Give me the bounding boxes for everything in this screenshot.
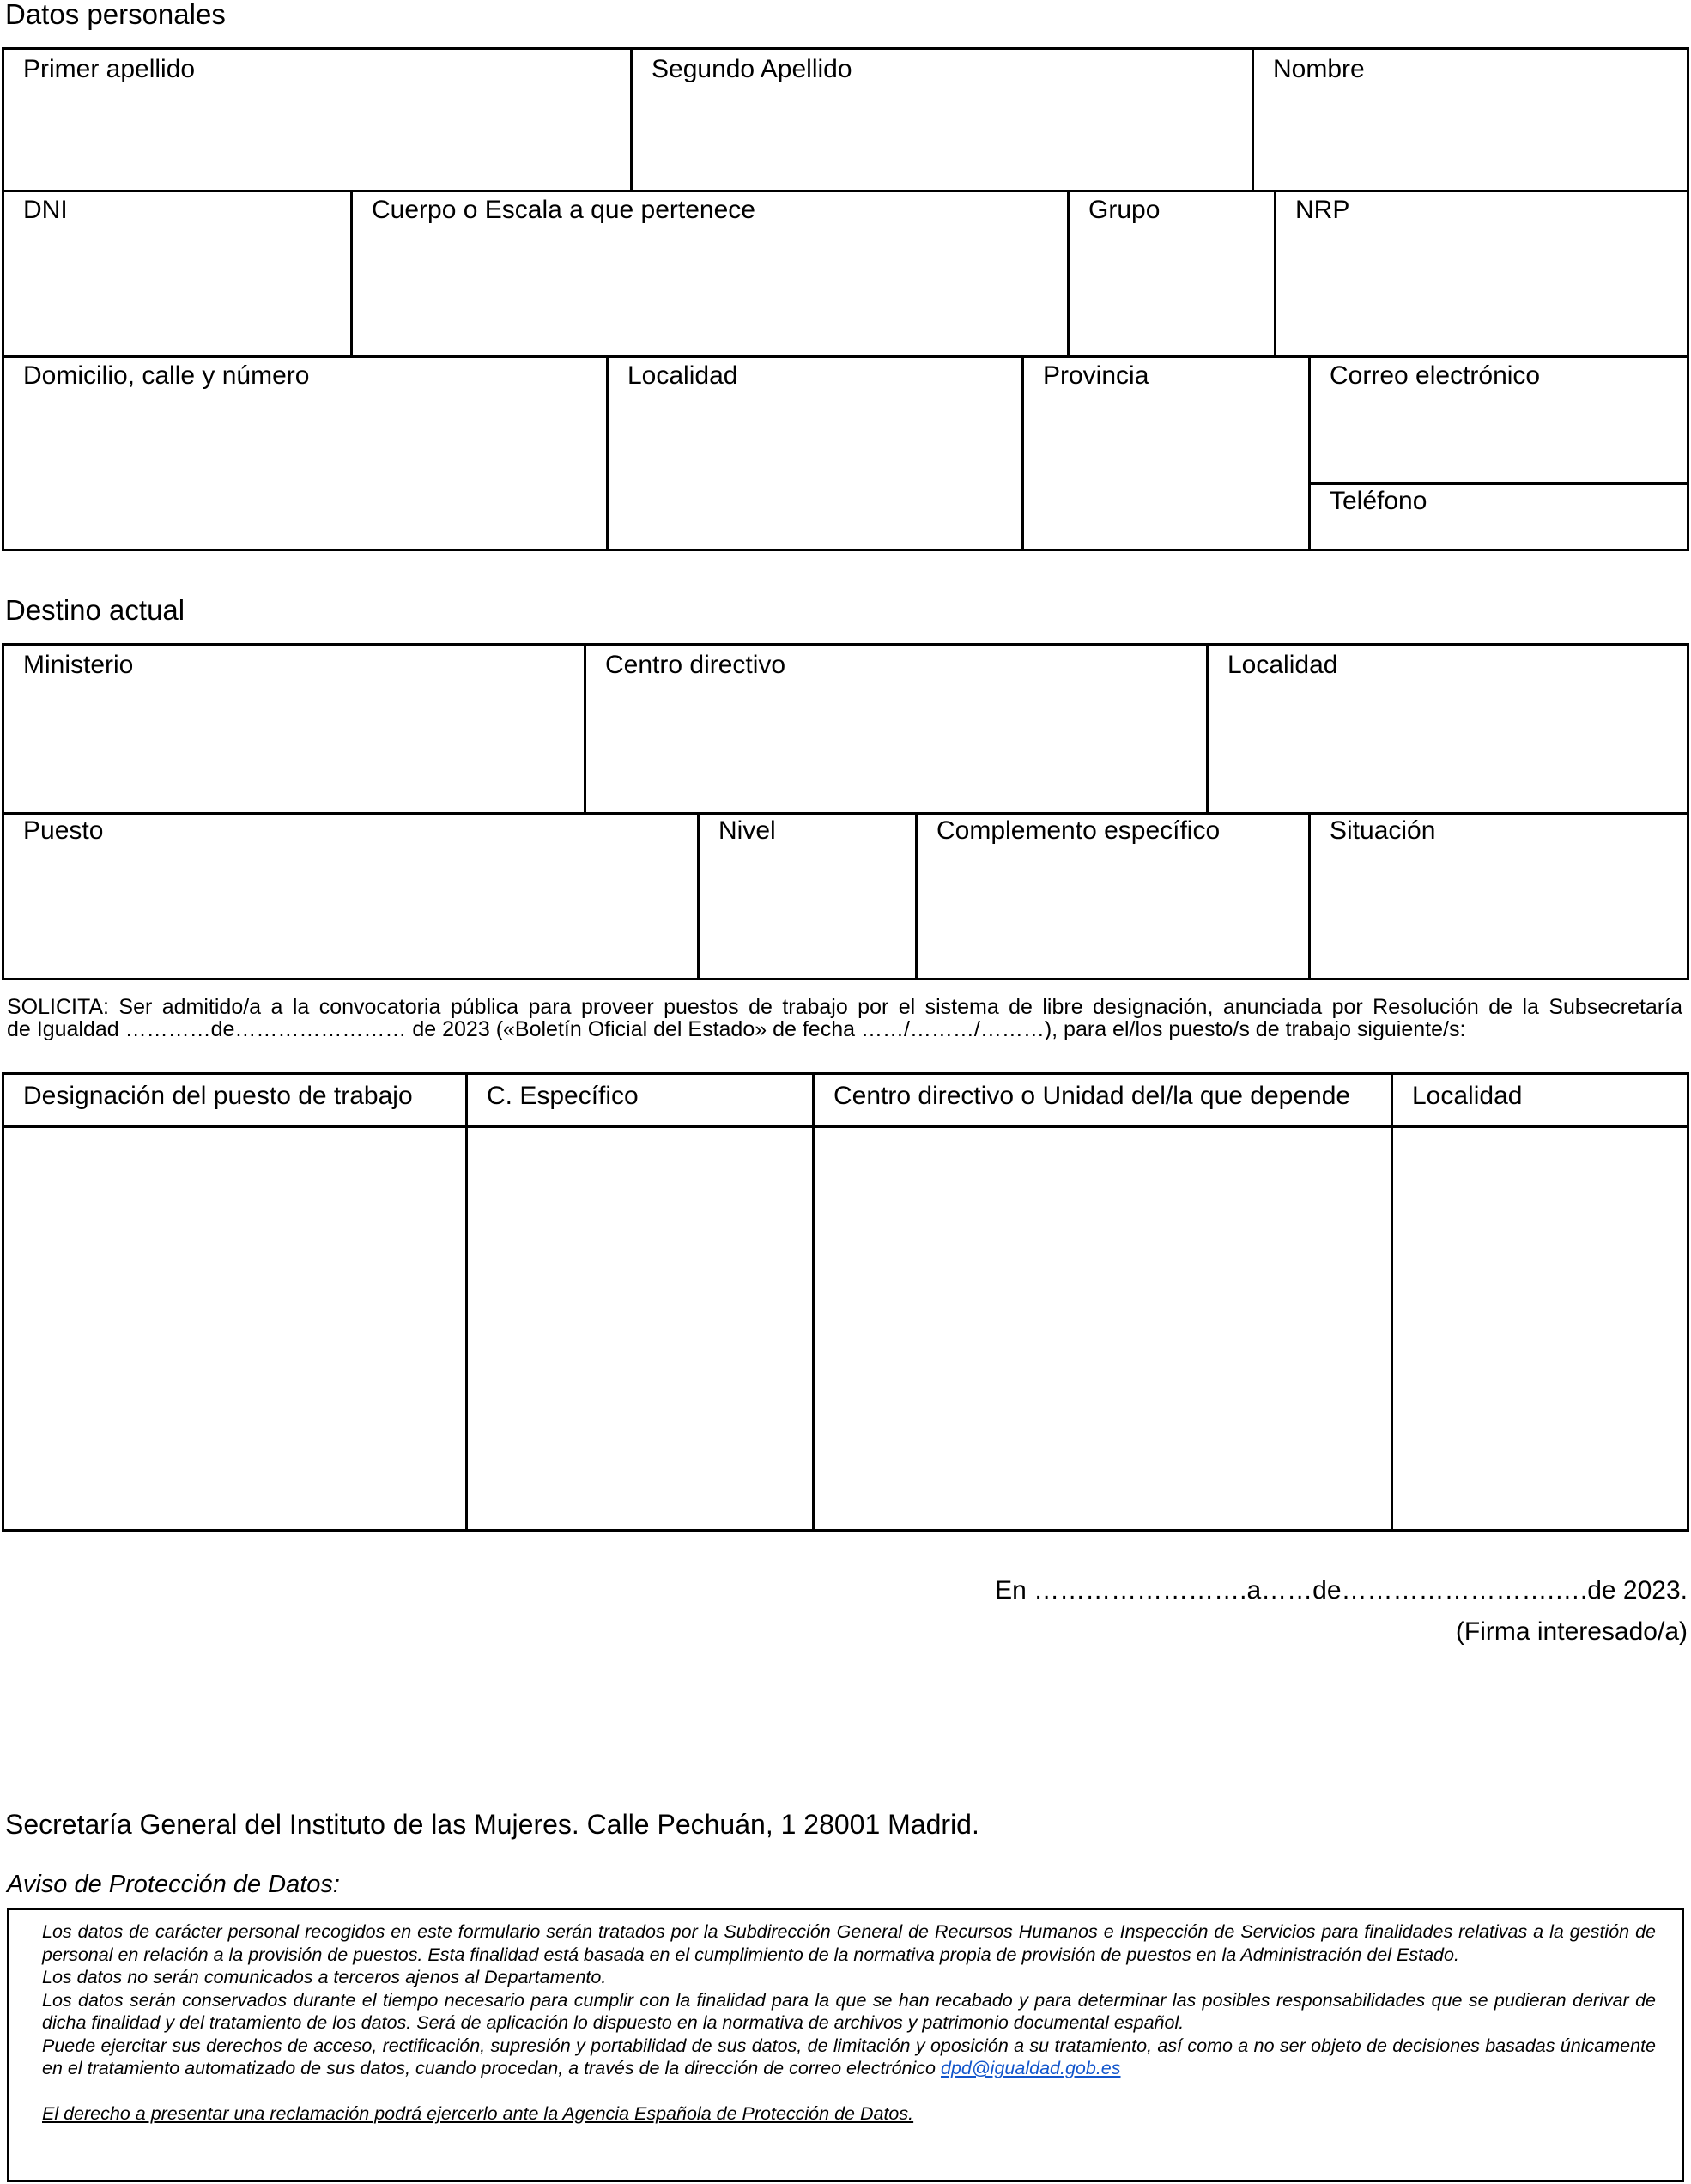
field-primer-apellido[interactable] xyxy=(4,50,631,190)
privacy-spacer xyxy=(42,2080,1656,2102)
puestos-table xyxy=(2,1072,1689,1532)
label-centro-directivo: Centro directivo xyxy=(605,651,786,679)
cell-centro-directivo[interactable] xyxy=(812,1125,1391,1529)
field-puesto[interactable] xyxy=(4,812,698,978)
field-provincia[interactable] xyxy=(1021,355,1309,549)
field-dni[interactable] xyxy=(4,190,351,356)
field-centro-directivo[interactable] xyxy=(584,646,1207,813)
field-nrp[interactable] xyxy=(1274,190,1689,356)
header-centro-directivo-label: Centro directivo o Unidad del/la que depende xyxy=(833,1082,1351,1110)
label-domicilio: Domicilio, calle y número xyxy=(23,361,310,390)
section-title-destino-actual: Destino actual xyxy=(5,594,185,626)
destino-grid xyxy=(2,643,1689,980)
cell-designacion[interactable] xyxy=(4,1125,466,1529)
dpd-email-link[interactable]: dpd@igualdad.gob.es xyxy=(940,2058,1121,2078)
header-localidad xyxy=(1391,1075,1689,1126)
label-localidad: Localidad xyxy=(627,361,738,390)
header-centro-directivo xyxy=(812,1075,1391,1126)
solicita-line-1: SOLICITA: Ser admitido/a a la convocatoria pública para proveer puestos de trabajo por el sistema de libre designación, anunciada por Resolución de la Subsecretaría xyxy=(7,995,1682,1019)
solicita-line-2: de Igualdad …………de…………………… de 2023 («Boletín Oficial del Estado» de fecha ……/………/………), para el/los puesto/s de trabajo siguiente/s: xyxy=(7,1017,1466,1041)
privacy-notice-text xyxy=(42,1920,1656,2125)
label-puesto: Puesto xyxy=(23,816,104,845)
label-correo: Correo electrónico xyxy=(1330,361,1541,390)
label-complemento: Complemento específico xyxy=(936,816,1221,845)
firma-label: (Firma interesado/a) xyxy=(1455,1617,1688,1646)
address-line: Secretaría General del Instituto de las Mujeres. Calle Pechuán, 1 28001 Madrid. xyxy=(5,1809,979,1840)
field-correo[interactable] xyxy=(1308,355,1689,484)
label-nombre: Nombre xyxy=(1273,55,1365,83)
header-designacion-label: Designación del puesto de trabajo xyxy=(23,1082,413,1110)
privacy-title: Aviso de Protección de Datos: xyxy=(7,1871,340,1898)
label-telefono: Teléfono xyxy=(1330,487,1427,515)
field-ministerio[interactable] xyxy=(4,646,585,813)
privacy-paragraph-3: Los datos serán conservados durante el tiempo necesario para cumplir con la finalidad para la que se han recabado y para determinar las posibles responsabilidades que se pudieran derivar de dicha finalidad y del tratamiento de los datos. Será de aplicación lo dispuesto en la normativa de archivos y patrimonio documental español. xyxy=(42,1989,1656,2033)
privacy-paragraph-2: Los datos no serán comunicados a terceros ajenos al Departamento. xyxy=(42,1967,607,1987)
label-dni: DNI xyxy=(23,196,68,224)
label-grupo: Grupo xyxy=(1088,196,1161,224)
privacy-paragraph-4 xyxy=(42,2035,1656,2080)
field-nombre[interactable] xyxy=(1252,50,1689,190)
label-provincia: Provincia xyxy=(1043,361,1149,390)
cell-localidad[interactable] xyxy=(1391,1125,1689,1529)
privacy-paragraph-4-text: Puede ejercitar sus derechos de acceso, rectificación, supresión y portabilidad de sus datos, de limitación y oposición a su tratamiento, así como a no ser objeto de decisiones basadas únicamente en el tratamiento automatizado de sus datos, cuando procedan, a través de la dirección de correo electrónico xyxy=(42,2035,1656,2078)
place-date-line: En …………………….a……de…………………….….de 2023. xyxy=(995,1576,1688,1605)
field-destino-localidad[interactable] xyxy=(1206,646,1689,813)
privacy-notice-box xyxy=(7,1908,1684,2182)
label-ministerio: Ministerio xyxy=(23,651,134,679)
field-nivel[interactable] xyxy=(697,812,916,978)
cell-c-especifico[interactable] xyxy=(465,1125,813,1529)
header-c-especifico xyxy=(465,1075,813,1126)
privacy-paragraph-5: El derecho a presentar una reclamación podrá ejercerlo ante la Agencia Española de Protección de Datos. xyxy=(42,2102,914,2124)
field-segundo-apellido[interactable] xyxy=(630,50,1254,190)
field-domicilio[interactable] xyxy=(4,355,607,549)
header-designacion xyxy=(4,1075,466,1126)
label-nrp: NRP xyxy=(1295,196,1350,224)
header-c-especifico-label: C. Específico xyxy=(487,1082,639,1110)
field-localidad[interactable] xyxy=(606,355,1022,549)
section-title-datos-personales: Datos personales xyxy=(5,0,226,30)
solicita-paragraph xyxy=(7,996,1682,1040)
field-grupo[interactable] xyxy=(1067,190,1275,356)
privacy-paragraph-1: Los datos de carácter personal recogidos en este formulario serán tratados por la Subdirección General de Recursos Humanos e Inspección de Servicios para finalidades relativas a la gestión de personal en relación a la provisión de puestos. Esta finalidad está basada en el cumplimiento de la normativa propia de provisión de puestos en la Administración del Estado. xyxy=(42,1921,1656,1965)
label-segundo-apellido: Segundo Apellido xyxy=(652,55,852,83)
personal-data-grid xyxy=(2,47,1689,551)
label-situacion: Situación xyxy=(1330,816,1436,845)
label-nivel: Nivel xyxy=(718,816,776,845)
label-destino-localidad: Localidad xyxy=(1227,651,1338,679)
field-complemento[interactable] xyxy=(915,812,1309,978)
label-primer-apellido: Primer apellido xyxy=(23,55,196,83)
field-cuerpo-escala[interactable] xyxy=(350,190,1068,356)
label-cuerpo-escala: Cuerpo o Escala a que pertenece xyxy=(372,196,755,224)
field-telefono[interactable] xyxy=(1308,482,1689,549)
field-situacion[interactable] xyxy=(1308,812,1689,978)
header-localidad-label: Localidad xyxy=(1412,1082,1523,1110)
